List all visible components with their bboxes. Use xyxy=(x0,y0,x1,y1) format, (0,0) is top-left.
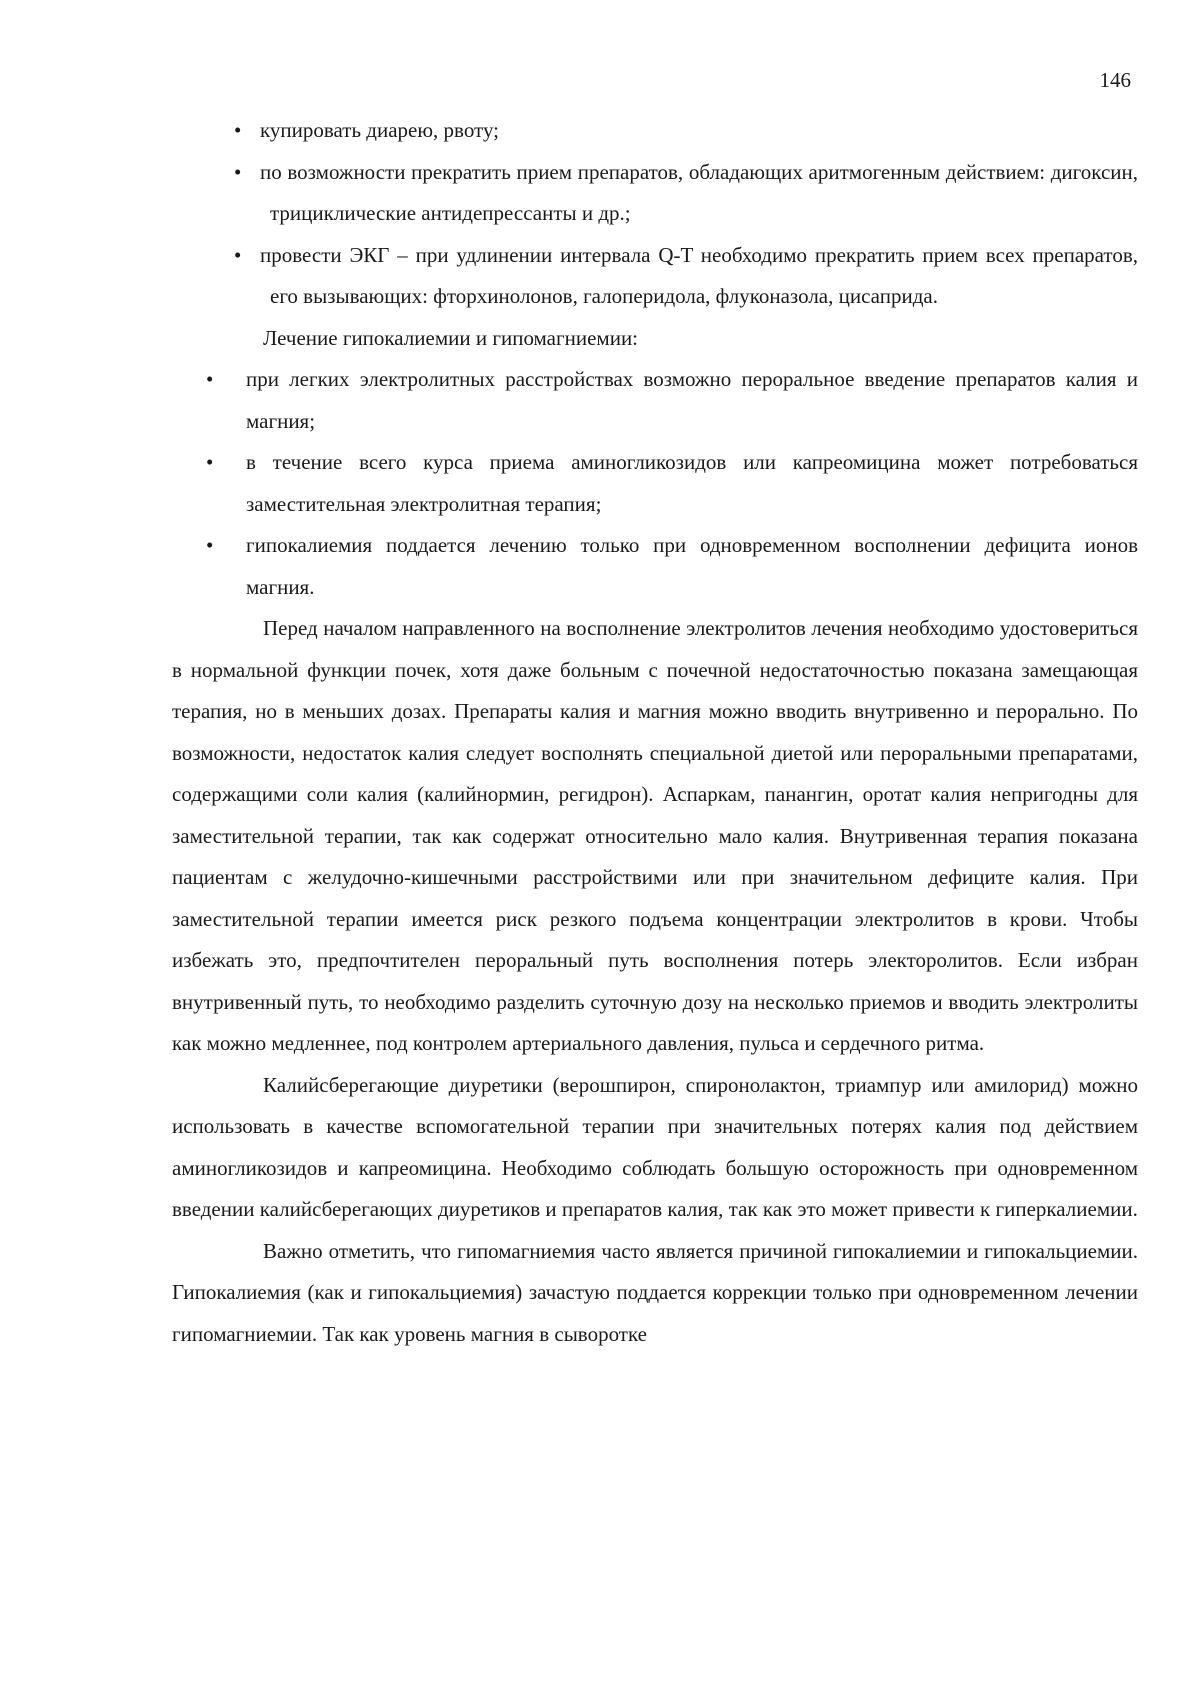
document-body xyxy=(172,110,1138,1355)
bullet-icon: • xyxy=(234,118,242,142)
list-item xyxy=(172,110,1138,152)
list-item-text: в течение всего курса приема аминогликозидов или капреомицина может потребоваться заместительная электролитная терапия; xyxy=(246,450,1138,516)
bullet-icon: • xyxy=(206,450,214,474)
list-item xyxy=(172,152,1138,235)
list-item xyxy=(172,525,1138,608)
bullet-icon: • xyxy=(234,242,242,267)
list-item-text: по возможности прекратить прием препаратов, обладающих аритмогенным действием: дигоксин, трициклические антидепрессанты и др.; xyxy=(260,159,1138,225)
paragraph: Важно отметить, что гипомагниемия часто является причиной гипокалиемии и гипокальциемии. Гипокалиемия (как и гипокальциемия) зачастую поддается коррекции только при одновременном лечении гипомагниемии. Так как уровень магния в сыворотке xyxy=(172,1238,1138,1346)
bullet-icon: • xyxy=(234,159,242,184)
precautions-list xyxy=(172,110,1138,318)
paragraph: Калийсберегающие диуретики (верошпирон, спиронолактон, триампур или амилорид) можно использовать в качестве вспомогательной терапии при значительных потерях калия под действием аминогликозидов и капреомицина. Необходимо соблюдать большую осторожность при одновременном введении калийсберегающих диуретиков и препаратов калия, так как это может привести к гиперкалиемии. xyxy=(172,1072,1138,1221)
list-item-text: провести ЭКГ – при удлинении интервала Q-T необходимо прекратить прием всех препаратов, его вызывающих: фторхинолонов, галоперидола, флуконазола, цисаприда. xyxy=(260,242,1138,308)
section-heading: Лечение гипокалиемии и гипомагниемии: xyxy=(263,325,639,350)
list-item-text: гипокалиемия поддается лечению только при одновременном восполнении дефицита ионов магния. xyxy=(246,533,1138,599)
list-item xyxy=(172,442,1138,525)
page-number: 146 xyxy=(1099,68,1131,92)
bullet-icon: • xyxy=(206,533,214,557)
list-item-text: купировать диарею, рвоту; xyxy=(260,118,500,142)
list-item-text: при легких электролитных расстройствах возможно пероральное введение препаратов калия и магния; xyxy=(246,367,1138,433)
bullet-icon: • xyxy=(206,367,214,391)
list-item xyxy=(172,359,1138,442)
treatment-list xyxy=(172,359,1138,608)
list-item xyxy=(172,235,1138,318)
paragraph: Перед началом направленного на восполнение электролитов лечения необходимо удостовериться в нормальной функции почек, хотя даже больным с почечной недостаточностью показана замещающая терапия, но в меньших дозах. Препараты калия и магния можно вводить внутривенно и перорально. По возможности, недостаток калия следует восполнять специальной диетой или пероральными препаратами, содержащими соли калия (калийнормин, регидрон). Аспаркам, панангин, оротат калия непригодны для заместительной терапии, так как содержат относительно мало калия. Внутривенная терапия показана пациентам с желудочно-кишечными расстройствими или при значительном дефиците калия. При заместительной терапии имеется риск резкого подъема концентрации электролитов в крови. Чтобы избежать это, предпочтителен пероральный путь восполнения потерь электоролитов. Если избран внутривенный путь, то необходимо разделить суточную дозу на несколько приемов и вводить электролиты как можно медленнее, под контролем артериального давления, пульса и сердечного ритма. xyxy=(172,616,1138,1055)
